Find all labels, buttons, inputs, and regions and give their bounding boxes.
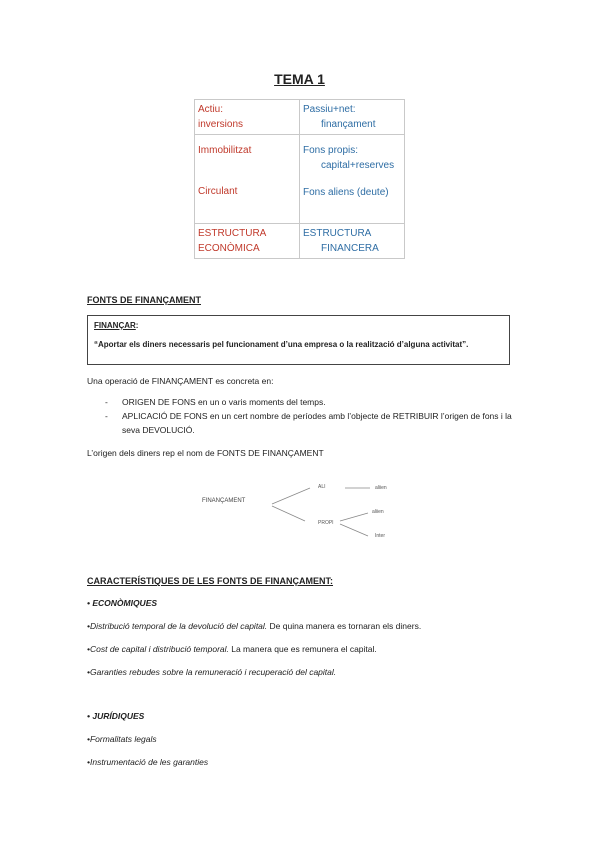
list-item <box>87 667 336 677</box>
subheading-economiques: • ECONÒMIQUES <box>87 598 158 608</box>
diagram-leaf: aliien <box>372 509 384 515</box>
section-heading-fonts: FONTS DE FINANÇAMENT <box>87 295 201 305</box>
term-text: FINANÇAR <box>94 321 136 330</box>
item-text: De quina manera es tornaran els diners. <box>267 621 422 631</box>
cell-line: Circulant <box>198 186 238 197</box>
diagram-root: FINANÇAMENT <box>202 498 246 504</box>
item-italic: •Garanties rebudes sobre la remuneració i recuperació del capital. <box>87 667 337 677</box>
item-italic: •Distribució temporal de la devolució del capital. <box>87 621 268 631</box>
operation-intro: Una operació de FINANÇAMENT es concreta en: <box>87 376 274 386</box>
diagram-leaf: aliien <box>375 485 387 491</box>
cell-line: capital+reserves <box>321 160 395 171</box>
diagram-upper: ALI <box>318 484 326 490</box>
cell-line: ESTRUCTURA <box>198 228 267 239</box>
connector-line <box>340 524 368 536</box>
cell-line: Passiu+net: <box>303 104 356 115</box>
connector-line <box>340 513 368 521</box>
table-row <box>195 224 405 259</box>
origin-text: L’origen dels diners rep el nom de FONTS DE FINANÇAMENT <box>87 448 324 458</box>
connector-line <box>272 488 310 504</box>
operation-list <box>105 395 515 437</box>
assets-footer-cell <box>195 224 300 259</box>
cell-line: Actiu: <box>198 104 224 115</box>
balance-table <box>194 99 405 259</box>
section-heading-characteristics: CARACTERÍSTIQUES DE LES FONTS DE FINANÇAMENT: <box>87 576 334 586</box>
term-colon: : <box>135 321 139 330</box>
cell-line: Fons aliens (deute) <box>303 187 389 198</box>
definition-quote: “Aportar els diners necessaris pel funcionament d’una empresa o la realització d’alguna activitat”. <box>94 340 469 349</box>
table-row <box>195 100 405 135</box>
item-text: La manera que es remunera el capital. <box>228 644 377 654</box>
assets-header-cell <box>195 100 300 135</box>
cell-line: inversions <box>198 119 244 130</box>
cell-line: FINANCERA <box>321 243 379 254</box>
cell-line: ECONÒMICA <box>198 243 260 254</box>
cell-line: ESTRUCTURA <box>303 228 372 239</box>
liabilities-header-cell <box>300 100 405 135</box>
list-item <box>87 621 421 631</box>
definition-box <box>87 315 510 365</box>
list-item: - APLICACIÓ DE FONS en un cert nombre de períodes amb l’objecte de RETRIBUIR l’origen de fons i la seva DEVOLUCIÓ. <box>105 409 515 437</box>
liabilities-footer-cell <box>300 224 405 259</box>
definition-term <box>94 321 503 330</box>
diagram-lower: PROPI <box>318 520 334 526</box>
list-item <box>87 644 377 654</box>
assets-body-cell <box>195 135 300 224</box>
subheading-juridiques: • JURÍDIQUES <box>87 711 145 721</box>
cell-line: Fons propis: <box>303 145 359 156</box>
financing-diagram <box>200 476 410 546</box>
list-item: •Instrumentació de les garanties <box>87 757 209 767</box>
connector-line <box>272 506 305 521</box>
item-italic: •Cost de capital i distribució temporal. <box>87 644 229 654</box>
page-title: TEMA 1 <box>274 71 325 87</box>
diagram-leaf: Inter <box>375 533 386 539</box>
liabilities-body-cell <box>300 135 405 224</box>
list-item: - ORIGEN DE FONS en un o varis moments del temps. <box>105 395 515 409</box>
cell-line: finançament <box>321 119 376 130</box>
list-item: •Formalitats legals <box>87 734 157 744</box>
table-row <box>195 135 405 224</box>
cell-line: Immobilitzat <box>198 145 252 156</box>
